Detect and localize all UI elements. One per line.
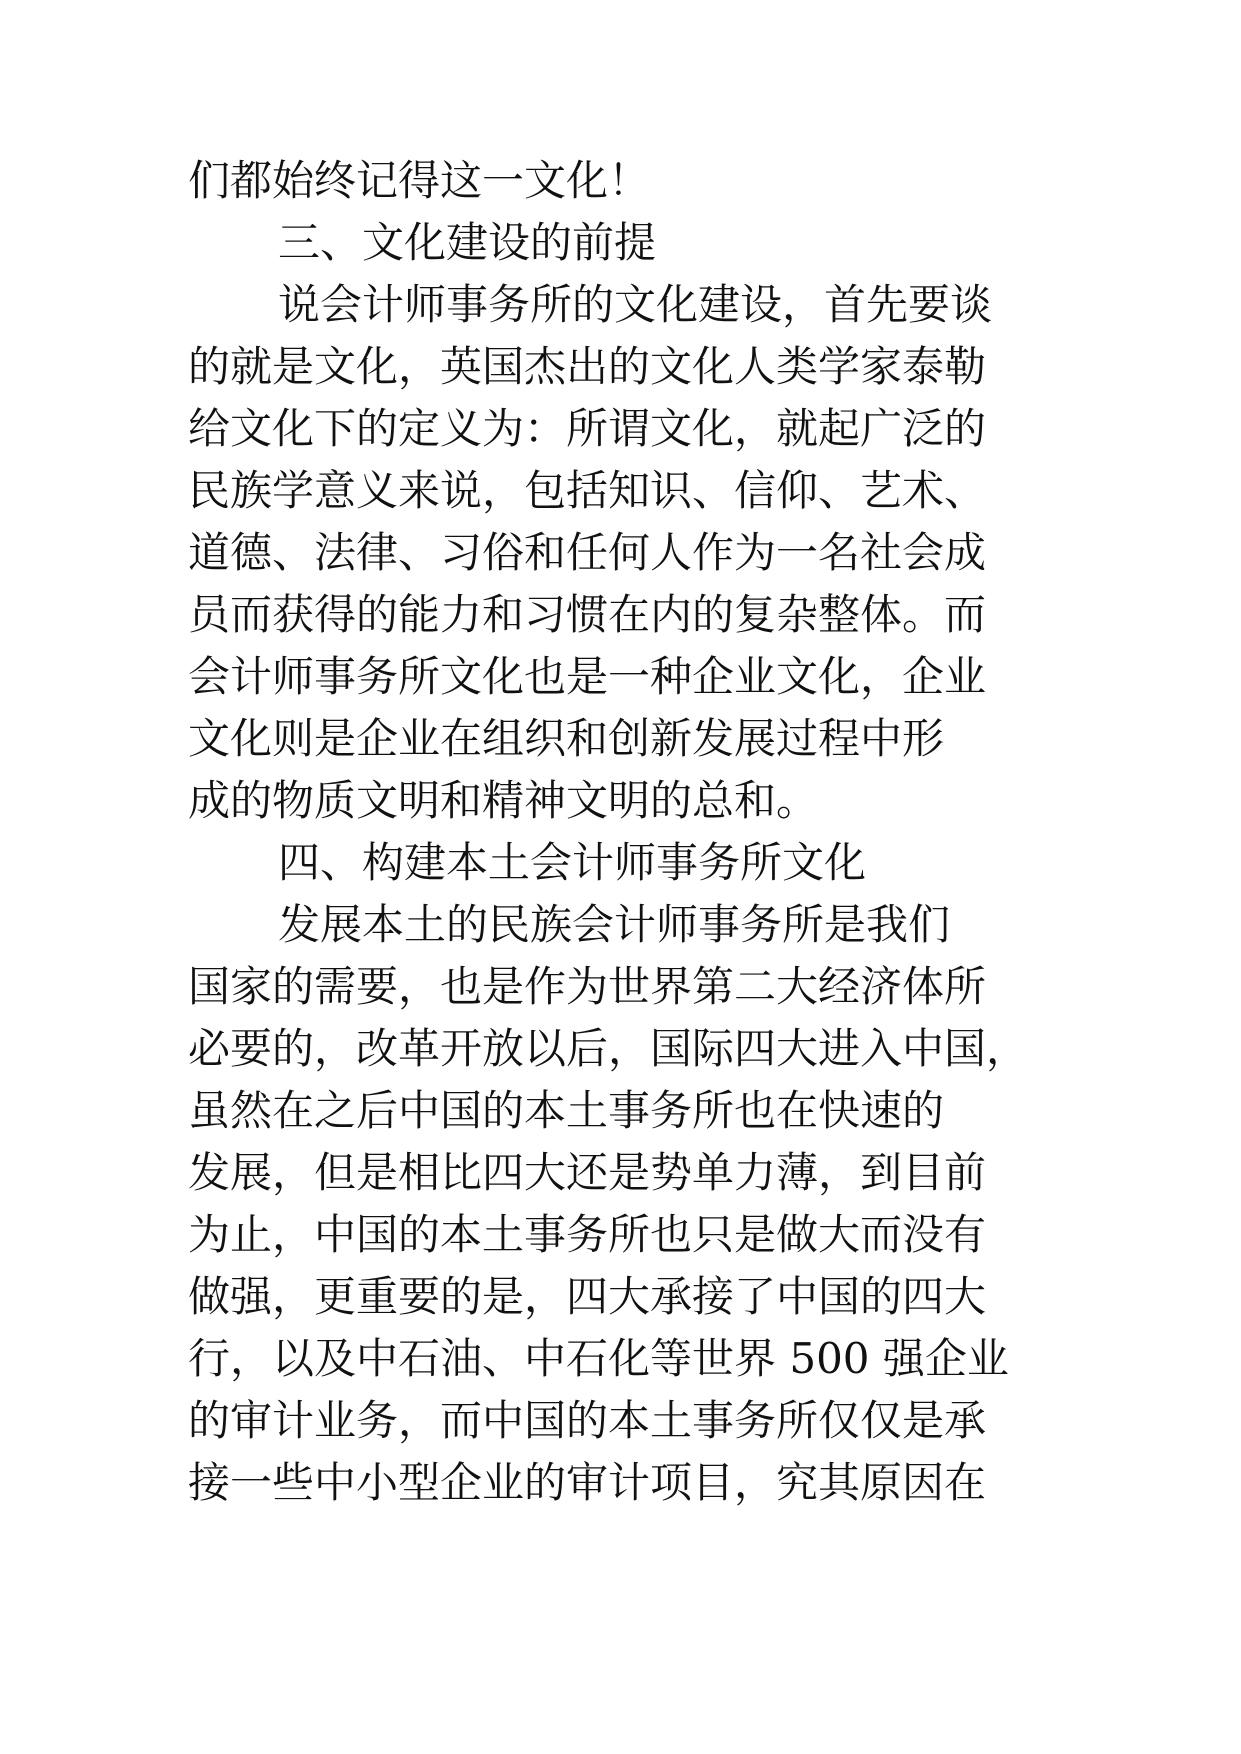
section-heading: 四、构建本土会计师事务所文化: [278, 838, 867, 887]
text-line: 做强，更重要的是，四大承接了中国的四大: [188, 1272, 987, 1321]
text-line: 员而获得的能力和习惯在内的复杂整体。而: [188, 590, 987, 639]
text-line: 的审计业务，而中国的本土事务所仅仅是承: [188, 1396, 987, 1445]
text-line: 国家的需要，也是作为世界第二大经济体所: [188, 962, 987, 1011]
body-text: [188, 150, 1088, 1514]
text-line: 给文化下的定义为：所谓文化，就起广泛的: [188, 404, 987, 453]
text-line: 道德、法律、习俗和任何人作为一名社会成: [188, 528, 987, 577]
text-line: 虽然在之后中国的本土事务所也在快速的: [188, 1086, 945, 1135]
text-line: 民族学意义来说，包括知识、信仰、艺术、: [188, 466, 987, 515]
section-heading: 三、文化建设的前提: [278, 218, 657, 267]
text-line: 的就是文化，英国杰出的文化人类学家泰勒: [188, 342, 987, 391]
text-line: 会计师事务所文化也是一种企业文化，企业: [188, 652, 987, 701]
text-line: 发展本土的民族会计师事务所是我们: [278, 900, 951, 949]
text-line: 成的物质文明和精神文明的总和。: [188, 776, 819, 825]
text-line: 必要的，改革开放以后，国际四大进入中国，: [188, 1024, 1029, 1073]
text-line: 们都始终记得这一文化！: [188, 156, 651, 205]
text-line: 发展，但是相比四大还是势单力薄，到目前: [188, 1148, 987, 1197]
text-line: 行，以及中石油、中石化等世界 500 强企业: [188, 1334, 1009, 1383]
text-line: 说会计师事务所的文化建设，首先要谈: [278, 280, 993, 329]
text-line: 接一些中小型企业的审计项目，究其原因在: [188, 1458, 987, 1507]
text-line: 文化则是企业在组织和创新发展过程中形: [188, 714, 945, 763]
text-line: 为止，中国的本土事务所也只是做大而没有: [188, 1210, 987, 1259]
